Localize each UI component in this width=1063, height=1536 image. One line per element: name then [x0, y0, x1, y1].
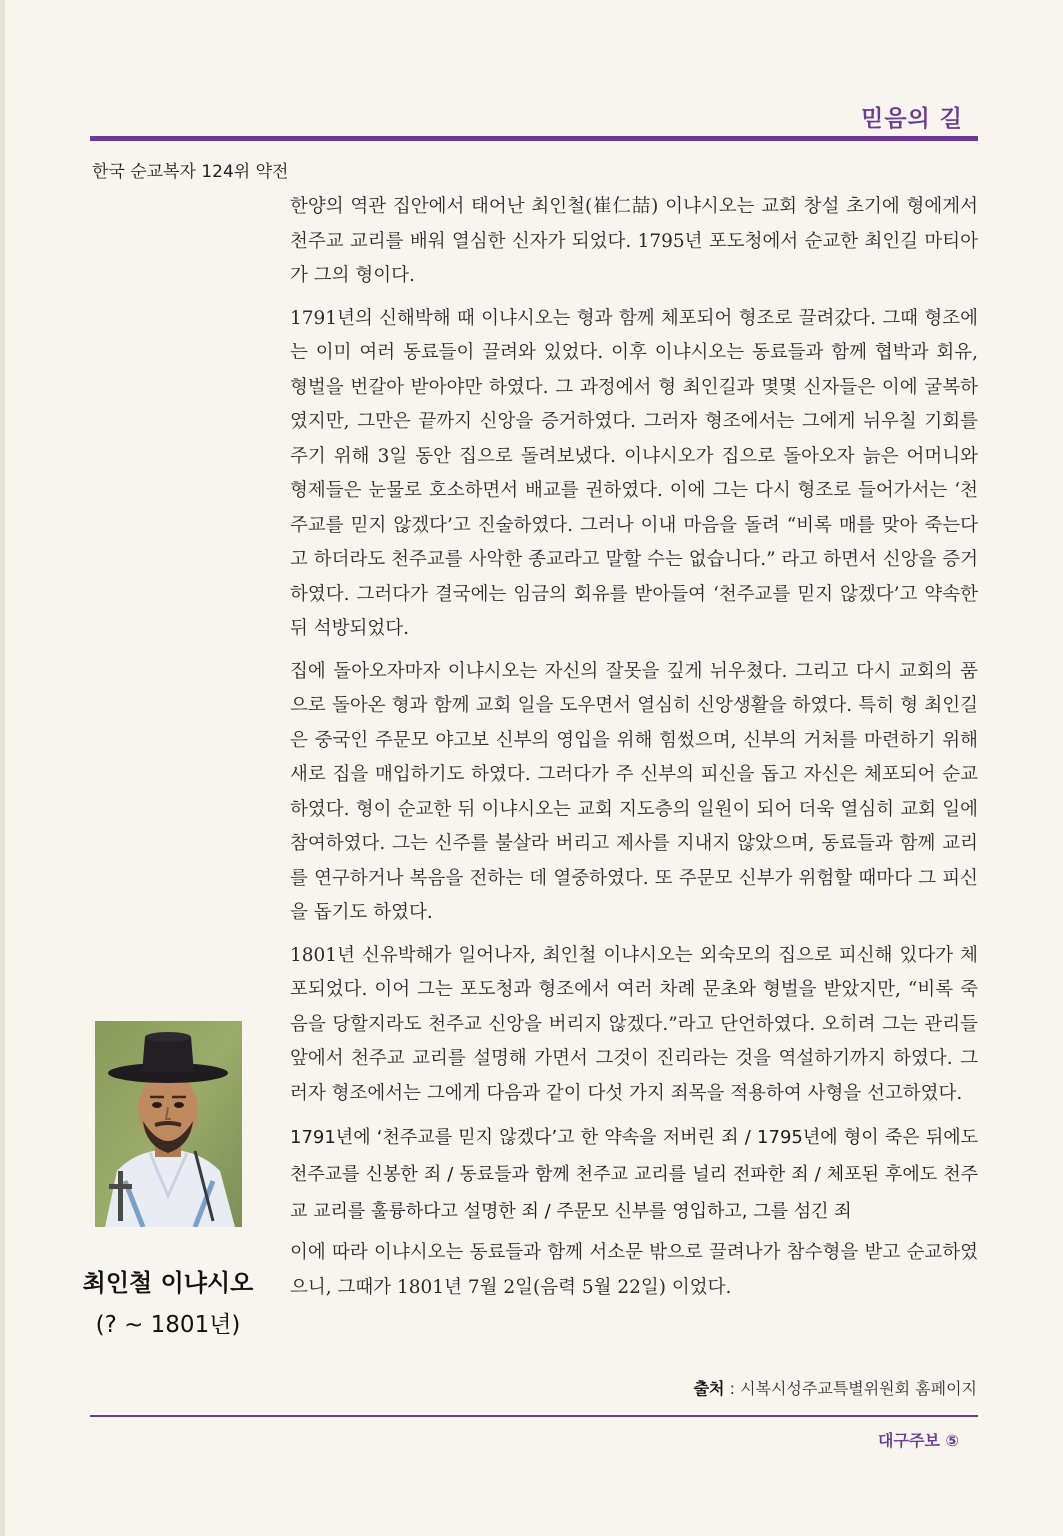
- portrait-caption-years: (? ~ 1801년): [95, 1312, 241, 1338]
- source-separator: :: [724, 1379, 741, 1398]
- page-number: ⑤: [945, 1431, 959, 1450]
- source-citation: [694, 1376, 977, 1399]
- section-title: 믿음의 길: [861, 106, 963, 132]
- portrait-drawing: [95, 1021, 242, 1227]
- portrait-caption-name: 최인철 이냐시오: [82, 1269, 254, 1297]
- paragraph-2: 1791년의 신해박해 때 이냐시오는 형과 함께 체포되어 형조로 끌려갔다. 그때 형조에는 이미 여러 동료들이 끌려와 있었다. 이후 이냐시오는 동료들과 함께 협박과 회유, 형벌을 번갈아 받아야만 하였다. 그 과정에서 형 최인길과 몇몇 신자들은 이에 굴복하였지만, 그만은 끝까지 신앙을 증거하였다. 그러자 형조에서는 그에게 뉘우칠 기회를 주기 위해 3일 동안 집으로 돌려보냈다. 이냐시오가 집으로 돌아오자 늙은 어머니와 형제들은 눈물로 호소하면서 배교를 권하였다. 이에 그는 다시 형조로 들어가서는 ‘천주교를 믿지 않겠다’고 진술하였다. 그러나 이내 마음을 돌려 “비록 매를 맞아 죽는다고 하더라도 천주교를 사악한 종교라고 말할 수는 없습니다.” 라고 하면서 신앙을 증거하였다. 그러다가 결국에는 임금의 회유를 받아들여 ‘천주교를 믿지 않겠다’고 약속한 뒤 석방되었다.: [290, 307, 978, 639]
- paragraph-3: 집에 돌아오자마자 이냐시오는 자신의 잘못을 깊게 뉘우쳤다. 그리고 다시 교회의 품으로 돌아온 형과 함께 교회 일을 도우면서 열심히 신앙생활을 하였다. 특히 형 최인길은 중국인 주문모 야고보 신부의 영입을 위해 힘썼으며, 신부의 거처를 마련하기 위해 새로 집을 매입하기도 하였다. 그러다가 주 신부의 피신을 돕고 자신은 체포되어 순교하였다. 형이 순교한 뒤 이냐시오는 교회 지도층의 일원이 되어 더욱 열심히 교회 일에 참여하였다. 그는 신주를 불살라 버리고 제사를 지내지 않았으며, 동료들과 함께 교리를 연구하거나 복음을 전하는 데 열중하였다. 또 주문모 신부가 위험할 때마다 그 피신을 돕기도 하였다.: [290, 660, 978, 923]
- martyr-portrait: [95, 1021, 242, 1227]
- article-body: [290, 190, 978, 1313]
- publication-name: 대구주보: [878, 1431, 940, 1450]
- source-text: 시복시성주교특별위원회 홈페이지: [740, 1379, 977, 1398]
- header-rule: [90, 136, 978, 141]
- paragraph-1: 한양의 역관 집안에서 태어난 최인철(崔仁喆) 이냐시오는 교회 창설 초기에 형에게서 천주교 교리를 배워 열심한 신자가 되었다. 1795년 포도청에서 순교한 최인길 마티아가 그의 형이다.: [290, 196, 978, 286]
- footer-rule: [90, 1415, 978, 1417]
- article-subtitle: 한국 순교복자 124위 약전: [92, 162, 289, 182]
- source-label: 출처: [693, 1379, 725, 1398]
- charges-list: 1791년에 ‘천주교를 믿지 않겠다’고 한 약속을 저버린 죄 / 1795년에 형이 죽은 뒤에도 천주교를 신봉한 죄 / 동료들과 함께 천주교 교리를 널리 전파한 죄 / 체포된 후에도 천주교 교리를 훌륭하다고 설명한 죄 / 주문모 신부를 영입하고, 그를 섬긴 죄: [290, 1127, 978, 1222]
- footer: [878, 1428, 959, 1451]
- page-edge: [0, 0, 5, 1536]
- paragraph-4: 1801년 신유박해가 일어나자, 최인철 이냐시오는 외숙모의 집으로 피신해 있다가 체포되었다. 이어 그는 포도청과 형조에서 여러 차례 문초와 형벌을 받았지만, “비록 죽음을 당할지라도 천주교 신앙을 버리지 않겠다.”라고 단언하였다. 오히려 그는 관리들 앞에서 천주교 교리를 설명해 가면서 그것이 진리라는 것을 역설하기까지 하였다. 그러자 형조에서는 그에게 다음과 같이 다섯 가지 죄목을 적용하여 사형을 선고하였다.: [290, 944, 978, 1104]
- paragraph-conclusion: 이에 따라 이냐시오는 동료들과 함께 서소문 밖으로 끌려나가 참수형을 받고 순교하였으니, 그때가 1801년 7월 2일(음력 5월 22일) 이었다.: [290, 1242, 978, 1298]
